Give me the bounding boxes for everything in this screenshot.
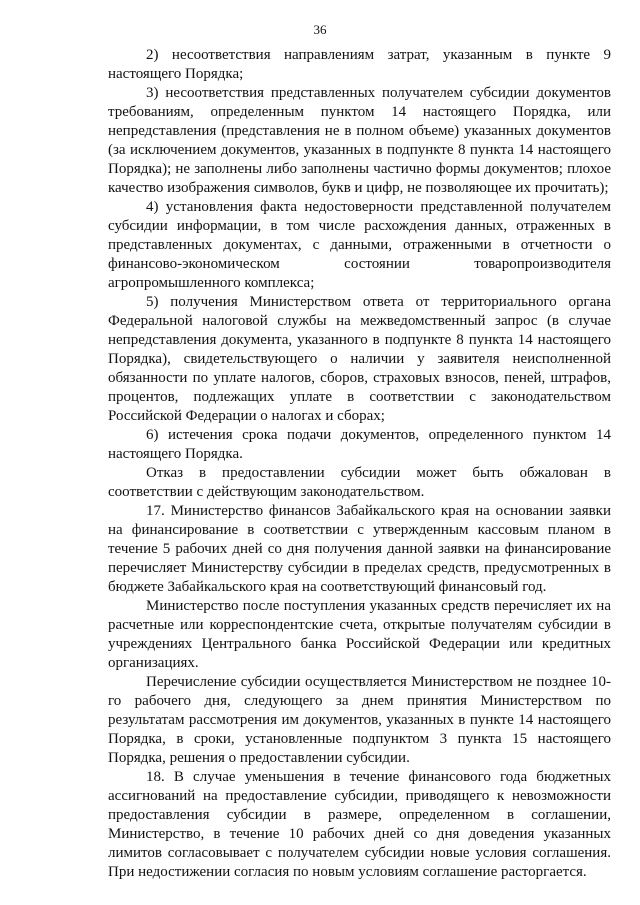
paragraph-transfer-accounts: Министерство после поступления указанных средств перечисляет их на расчетные или корреспондентские счета, открытые получателям субсидии в учреждениях Центрального банка Российской Федерации или кредитных организациях. [108, 598, 611, 671]
document-body [108, 46, 611, 882]
paragraph-item-3: 3) несоответствия представленных получателем субсидии документов требованиям, определенным пунктом 14 настоящего Порядка, или непредставления (представления не в полном объеме) указанных документов (за исключением документов, указанных в подпункте 8 пункта 14 настоящего Порядка); не заполнены либо заполнены частично формы документов; плохое качество изображения символов, букв и цифр, не позволяющее их прочитать); [108, 85, 611, 196]
paragraph-clause-18: 18. В случае уменьшения в течение финансового года бюджетных ассигнований на предоставление субсидии, приводящего к невозможности предоставления субсидии в размере, определенном в соглашении, Министерство, в течение 10 рабочих дней со дня доведения указанных лимитов согласовывает с получателем субсидии новые условия соглашения. При недостижении согласия по новым условиям соглашение расторгается. [108, 769, 611, 880]
paragraph-item-5: 5) получения Министерством ответа от территориального органа Федеральной налоговой службы на межведомственный запрос (в случае непредставления документа, указанного в подпункте 8 пункта 14 настоящего Порядка), свидетельствующего о наличии у заявителя неисполненной обязанности по уплате налогов, сборов, страховых взносов, пеней, штрафов, процентов, подлежащих уплате в соответствии с законодательством Российской Федерации о налогах и сборах; [108, 294, 611, 424]
paragraph-transfer-deadline: Перечисление субсидии осуществляется Министерством не позднее 10-го рабочего дня, следующего за днем принятия Министерством по результатам рассмотрения им документов, указанных в пункте 14 настоящего Порядка, в сроки, установленные подпунктом 3 пункта 15 настоящего Порядка, решения о предоставлении субсидии. [108, 674, 611, 766]
paragraph-item-6: 6) истечения срока подачи документов, определенного пунктом 14 настоящего Порядка. [108, 427, 611, 462]
paragraph-clause-17: 17. Министерство финансов Забайкальского края на основании заявки на финансирование в соответствии с утвержденным кассовым планом в течение 5 рабочих дней со дня получения данной заявки на финансирование перечисляет Министерству субсидии в пределах средств, предусмотренных в бюджете Забайкальского края на соответствующий финансовый год. [108, 503, 611, 595]
paragraph-refusal-appeal: Отказ в предоставлении субсидии может быть обжалован в соответствии с действующим законодательством. [108, 465, 611, 500]
paragraph-item-2: 2) несоответствия направлениям затрат, указанным в пункте 9 настоящего Порядка; [108, 47, 611, 82]
page-number: 36 [313, 22, 327, 37]
paragraph-item-4: 4) установления факта недостоверности представленной получателем субсидии информации, в том числе расхождения данных, отраженных в представленных документах, с данными, отраженными в отчетности о финансово-экономическом состоянии товаропроизводителя агропромышленного комплекса; [108, 199, 611, 291]
